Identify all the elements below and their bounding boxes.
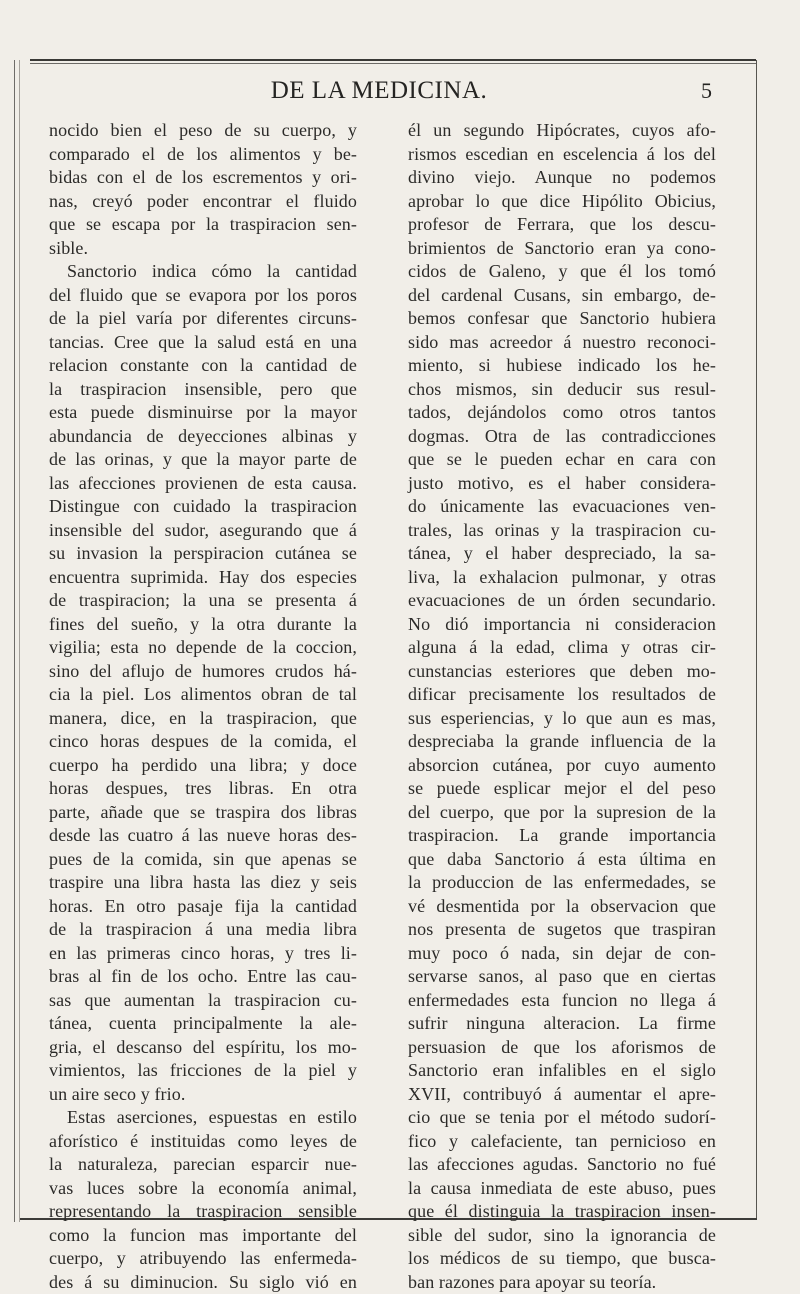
text-line: sas que aumentan la traspiracion cu-: [49, 989, 357, 1013]
text-line: que él distinguia la traspiracion insen-: [408, 1200, 716, 1224]
text-line: Sanctorio indica cómo la cantidad: [49, 260, 357, 284]
text-line: las afecciones provienen de esta causa.: [49, 472, 357, 496]
text-line: la naturaleza, parecian esparcir nue-: [49, 1153, 357, 1177]
text-line: vé desmentida por la observacion que: [408, 895, 716, 919]
text-line: rismos escedian en escelencia á los del: [408, 143, 716, 167]
running-head: DE LA MEDICINA.: [46, 76, 712, 106]
text-line: tancias. Cree que la salud está en una: [49, 331, 357, 355]
text-line: ban razones para apoyar su teoría.: [408, 1271, 716, 1294]
text-line: des á su diminucion. Su siglo vió en: [49, 1271, 357, 1294]
text-line: su invasion la perspiracion cutánea se: [49, 542, 357, 566]
text-line: nas, creyó poder encontrar el fluido: [49, 190, 357, 214]
text-line: tados, dejándolos como otros tantos: [408, 401, 716, 425]
text-line: vas luces sobre la economía animal,: [49, 1177, 357, 1201]
text-line: liva, la exhalacion pulmonar, y otras: [408, 566, 716, 590]
text-line: cuerpo ha perdido una libra; y doce: [49, 754, 357, 778]
text-line: vigilia; esta no depende de la coccion,: [49, 636, 357, 660]
top-border-thin-rule: [30, 63, 756, 64]
text-line: evacuaciones de un órden secundario.: [408, 589, 716, 613]
text-line: de la piel varía por diferentes circuns-: [49, 307, 357, 331]
text-line: dificar precisamente los resultados de: [408, 683, 716, 707]
text-line: No dió importancia ni consideracion: [408, 613, 716, 637]
page-number: 5: [701, 76, 712, 106]
text-line: de la traspiracion á una media libra: [49, 918, 357, 942]
left-border-inner-rule: [19, 60, 20, 1222]
text-line: que se escapa por la traspiracion sen-: [49, 213, 357, 237]
text-line: profesor de Ferrara, que los descu-: [408, 213, 716, 237]
text-line: divino viejo. Aunque no podemos: [408, 166, 716, 190]
text-line: parte, añade que se traspira dos libras: [49, 801, 357, 825]
text-line: XVII, contribuyó á aumentar el apre-: [408, 1083, 716, 1107]
text-line: la produccion de las enfermedades, se: [408, 871, 716, 895]
text-line: se puede esplicar mejor el del peso: [408, 777, 716, 801]
text-line: traspire una libra hasta las diez y seis: [49, 871, 357, 895]
text-line: manera, dice, en la traspiracion, que: [49, 707, 357, 731]
text-line: él un segundo Hipócrates, cuyos afo-: [408, 119, 716, 143]
text-line: del cardenal Cusans, sin embargo, de-: [408, 284, 716, 308]
text-line: tánea, cuenta principalmente la ale-: [49, 1012, 357, 1036]
text-line: Estas aserciones, espuestas en estilo: [49, 1106, 357, 1130]
text-line: despreciaba la grande influencia de la: [408, 730, 716, 754]
text-line: comparado el de los alimentos y be-: [49, 143, 357, 167]
text-line: cidos de Galeno, y que él los tomó: [408, 260, 716, 284]
text-line: Sanctorio eran infalibles en el siglo: [408, 1059, 716, 1083]
text-line: del fluido que se evapora por los poros: [49, 284, 357, 308]
text-line: muy poco ó nada, sin dejar de con-: [408, 942, 716, 966]
text-line: do únicamente las evacuaciones ven-: [408, 495, 716, 519]
text-line: alguna á la edad, clima y otras cir-: [408, 636, 716, 660]
text-line: cinco horas despues de la comida, el: [49, 730, 357, 754]
text-line: en las primeras cinco horas, y tres li-: [49, 942, 357, 966]
text-line: chos mismos, sin deducir sus resul-: [408, 378, 716, 402]
text-line: nos presenta de sugetos que traspiran: [408, 918, 716, 942]
text-line: de las orinas, y que la mayor parte de: [49, 448, 357, 472]
text-line: pues de la comida, sin que apenas se: [49, 848, 357, 872]
text-line: cuerpo, y atribuyendo las enfermeda-: [49, 1247, 357, 1271]
text-line: Distingue con cuidado la traspiracion: [49, 495, 357, 519]
text-line: la traspiracion insensible, pero que: [49, 378, 357, 402]
right-border-rule: [756, 60, 757, 1218]
text-line: un aire seco y frio.: [49, 1083, 357, 1107]
text-line: trales, las orinas y la traspiracion cu-: [408, 519, 716, 543]
text-line: sible del sudor, sino la ignorancia de: [408, 1224, 716, 1248]
text-line: horas despues, tres libras. En otra: [49, 777, 357, 801]
text-line: dogmas. Otra de las contradicciones: [408, 425, 716, 449]
text-line: sufrir ninguna alteracion. La firme: [408, 1012, 716, 1036]
text-line: persuasion de que los aforismos de: [408, 1036, 716, 1060]
text-line: servarse sanos, al paso que en ciertas: [408, 965, 716, 989]
text-line: bemos confesar que Sanctorio hubiera: [408, 307, 716, 331]
text-line: nocido bien el peso de su cuerpo, y: [49, 119, 357, 143]
text-line: sus esperiencias, y lo que aun es mas,: [408, 707, 716, 731]
text-line: aforístico é instituidas como leyes de: [49, 1130, 357, 1154]
text-line: representando la traspiracion sensible: [49, 1200, 357, 1224]
text-line: del cuerpo, que por la supresion de la: [408, 801, 716, 825]
text-line: bidas con el de los escrementos y ori-: [49, 166, 357, 190]
text-line: justo motivo, es el haber considera-: [408, 472, 716, 496]
text-line: insensible del sudor, asegurando que á: [49, 519, 357, 543]
text-line: la causa inmediata de este abuso, pues: [408, 1177, 716, 1201]
text-line: sido mas acreedor á nuestro reconoci-: [408, 331, 716, 355]
text-line: cia la piel. Los alimentos obran de tal: [49, 683, 357, 707]
text-line: que se le pueden echar en cara con: [408, 448, 716, 472]
text-line: fico y calefaciente, tan pernicioso en: [408, 1130, 716, 1154]
right-column: [408, 119, 716, 1294]
text-line: desde las cuatro á las nueve horas des-: [49, 824, 357, 848]
text-line: relacion constante con la cantidad de: [49, 354, 357, 378]
text-line: sino del aflujo de humores crudos há-: [49, 660, 357, 684]
text-line: traspiracion. La grande importancia: [408, 824, 716, 848]
text-line: tánea, y el haber despreciado, la sa-: [408, 542, 716, 566]
text-line: encuentra suprimida. Hay dos especies: [49, 566, 357, 590]
text-line: enfermedades esta funcion no llega á: [408, 989, 716, 1013]
text-line: de traspiracion; la una se presenta á: [49, 589, 357, 613]
text-line: aprobar lo que dice Hipólito Obicius,: [408, 190, 716, 214]
text-line: las afecciones agudas. Sanctorio no fué: [408, 1153, 716, 1177]
text-line: los médicos de su tiempo, que busca-: [408, 1247, 716, 1271]
text-line: abundancia de deyecciones albinas y: [49, 425, 357, 449]
text-line: miento, si hubiese indicado los he-: [408, 354, 716, 378]
text-line: cunstancias esteriores que deben mo-: [408, 660, 716, 684]
text-line: absorcion cutánea, por cuyo aumento: [408, 754, 716, 778]
text-line: sible.: [49, 237, 357, 261]
text-line: como la funcion mas importante del: [49, 1224, 357, 1248]
left-border-rule: [14, 60, 15, 1222]
page-header: [46, 76, 712, 114]
text-line: fines del sueño, y la otra durante la: [49, 613, 357, 637]
body-text: [49, 119, 715, 1209]
text-line: que daba Sanctorio á esta última en: [408, 848, 716, 872]
text-line: bras al fin de los ocho. Entre las cau-: [49, 965, 357, 989]
text-line: esta puede disminuirse por la mayor: [49, 401, 357, 425]
left-column: [49, 119, 357, 1294]
text-line: gria, el descanso del espíritu, los mo-: [49, 1036, 357, 1060]
text-line: brimientos de Sanctorio eran ya cono-: [408, 237, 716, 261]
top-border-rule: [30, 59, 756, 61]
text-line: horas. En otro pasaje fija la cantidad: [49, 895, 357, 919]
text-line: cio que se tenia por el método sudorí-: [408, 1106, 716, 1130]
text-line: vimientos, las fricciones de la piel y: [49, 1059, 357, 1083]
